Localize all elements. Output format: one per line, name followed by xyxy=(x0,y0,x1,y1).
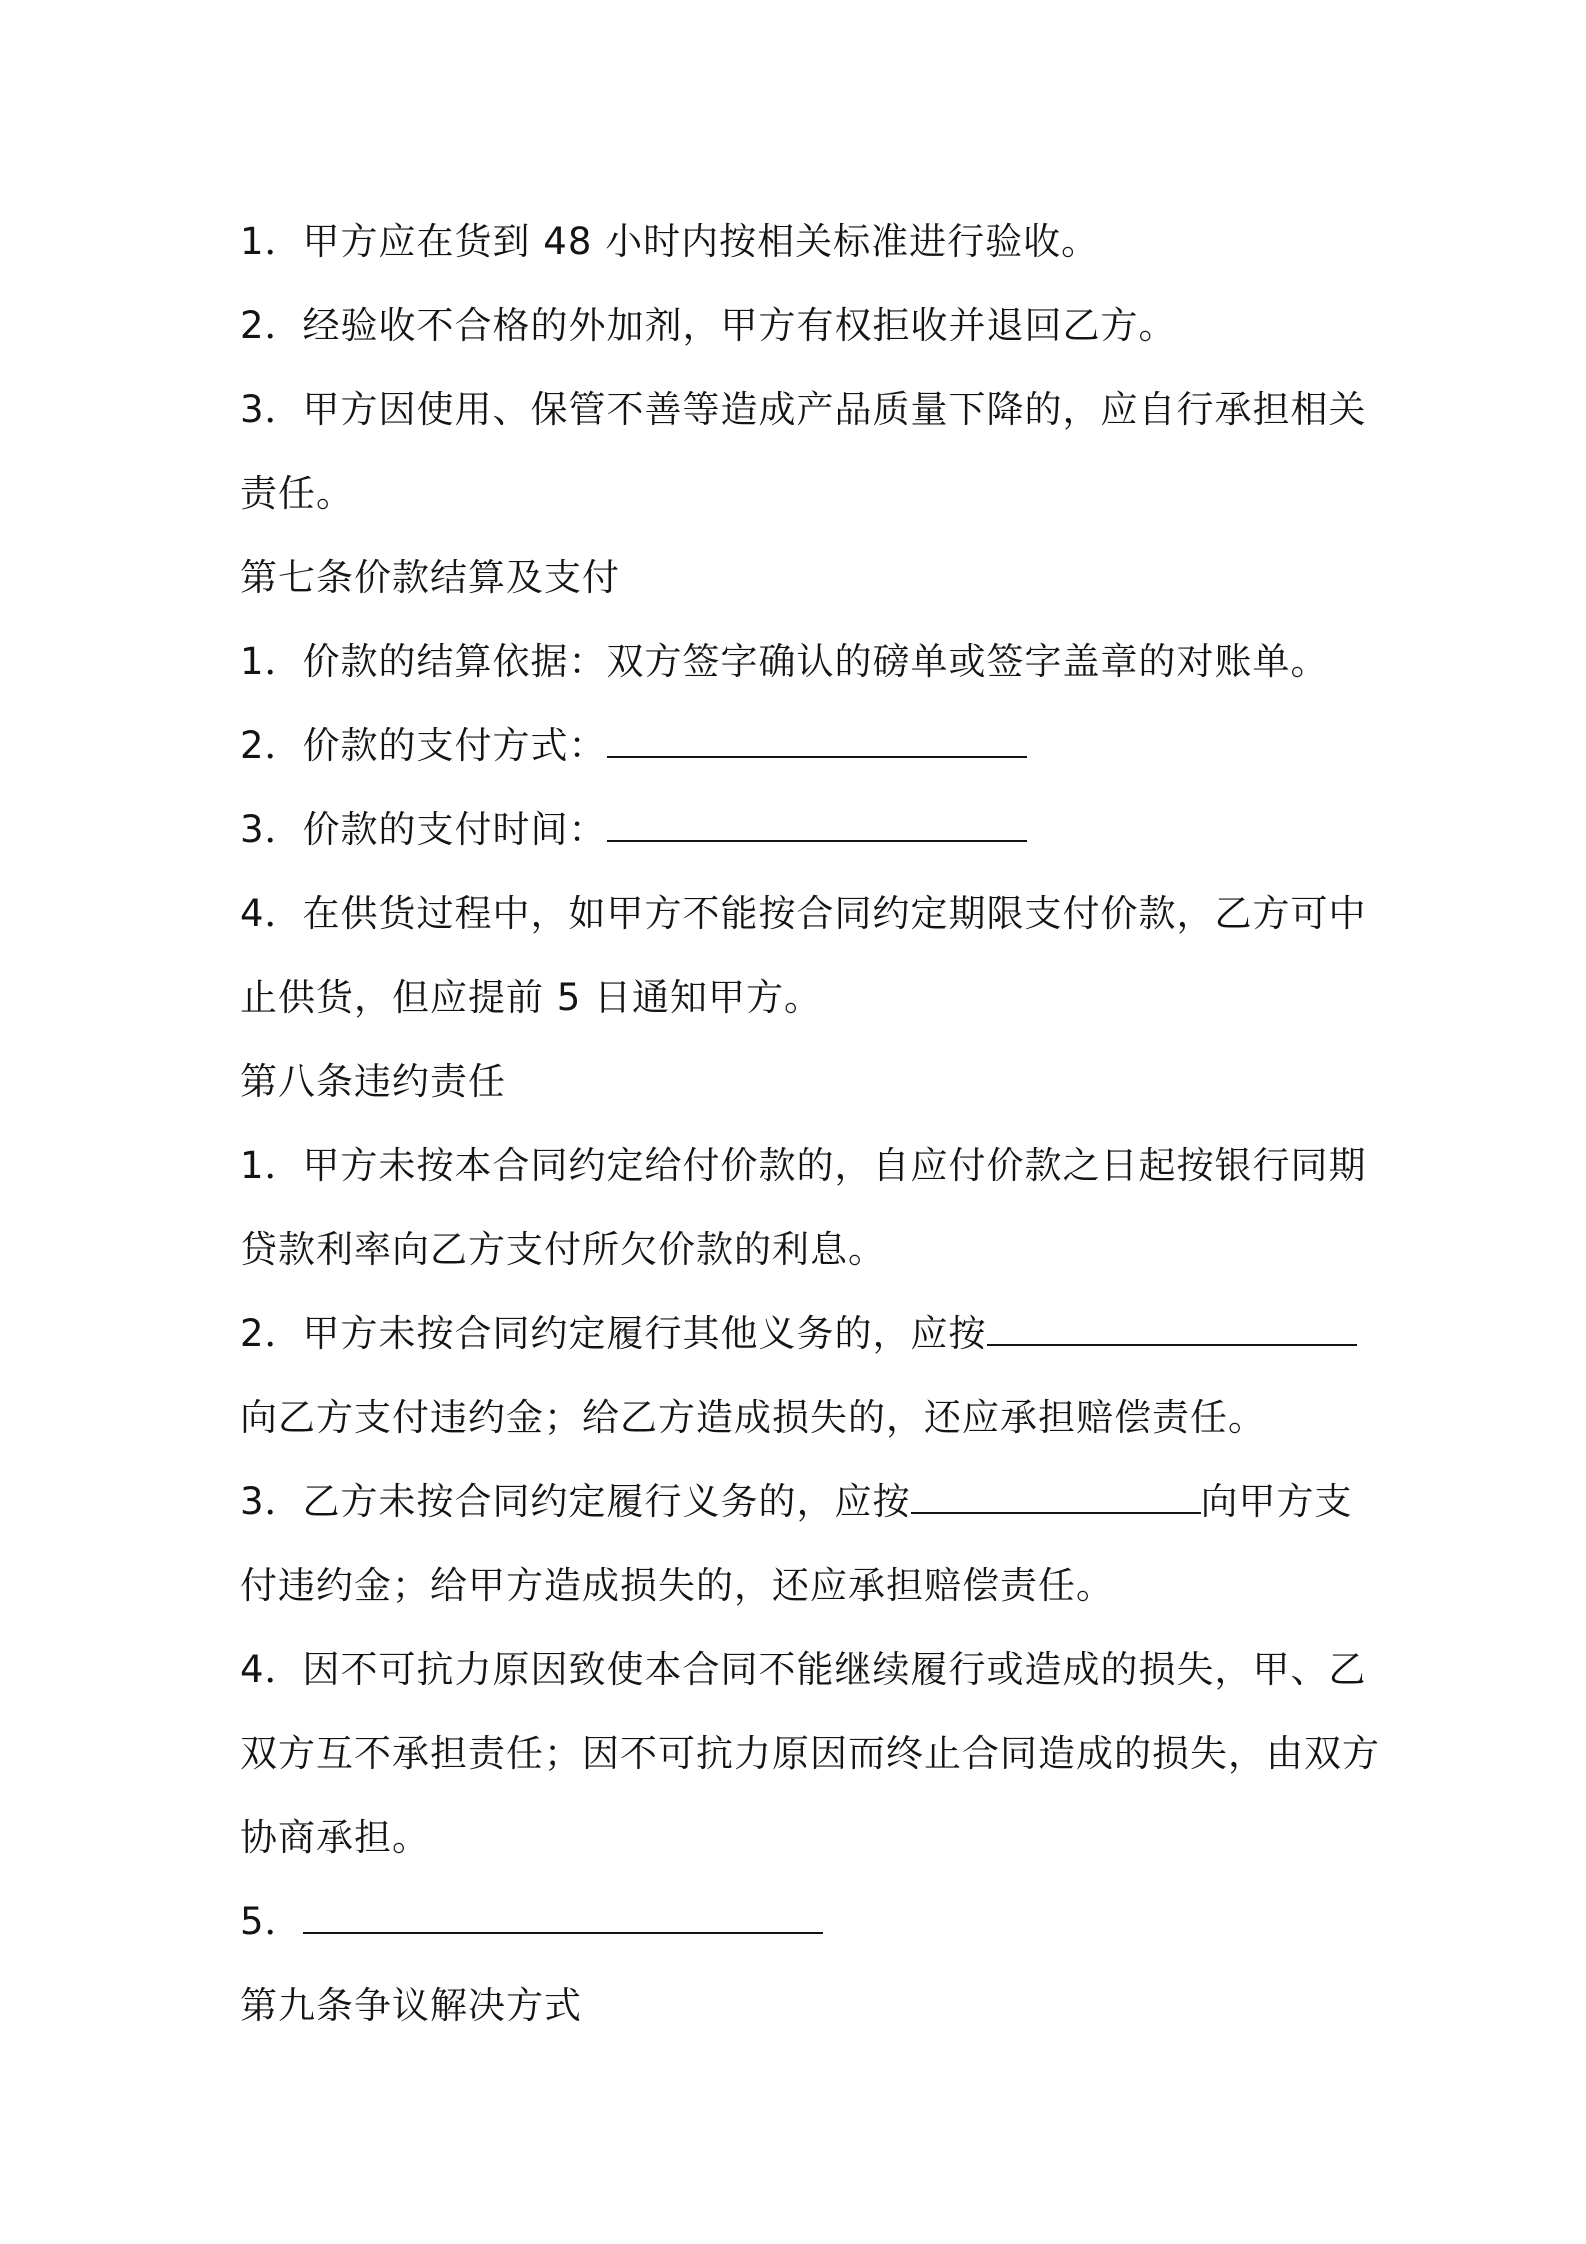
clause-8-3: 3．乙方未按合同约定履行义务的，应按 向甲方支 xyxy=(240,1480,1353,1523)
fill-in-blank-payment-method xyxy=(607,726,1027,758)
clause-7-4: 4．在供货过程中，如甲方不能按合同约定期限支付价款，乙方可中 xyxy=(240,892,1367,935)
clause-8-2: 2．甲方未按合同约定履行其他义务的，应按 xyxy=(240,1292,1370,1376)
fill-in-blank-penalty-party-a xyxy=(987,1314,1357,1346)
clause-7-1: 1．价款的结算依据：双方签字确认的磅单或签字盖章的对账单。 xyxy=(240,640,1329,683)
article-9-heading: 第九条争议解决方式 xyxy=(240,1984,582,2027)
clause-8-2-continued: 向乙方支付违约金；给乙方造成损失的，还应承担赔偿责任。 xyxy=(240,1396,1266,1439)
clause-7-3: 3．价款的支付时间： xyxy=(240,788,1370,872)
fill-in-blank-payment-time xyxy=(607,810,1027,842)
clause-8-1: 1．甲方未按本合同约定给付价款的，自应付价款之日起按银行同期 xyxy=(240,1144,1367,1187)
article-7-heading: 第七条价款结算及支付 xyxy=(240,556,620,599)
fill-in-blank-other-terms xyxy=(303,1902,823,1934)
clause-7-4-continued: 止供货，但应提前 5 日通知甲方。 xyxy=(240,976,823,1019)
fill-in-blank-penalty-party-b xyxy=(911,1482,1201,1514)
clause-6-3-continued: 责任。 xyxy=(240,472,354,515)
clause-8-1-continued: 贷款利率向乙方支付所欠价款的利息。 xyxy=(240,1228,886,1271)
clause-8-5: 5． xyxy=(240,1880,1370,1964)
article-8-heading: 第八条违约责任 xyxy=(240,1060,506,1103)
clause-8-4-end: 协商承担。 xyxy=(240,1816,430,1859)
clause-8-4-continued: 双方互不承担责任；因不可抗力原因而终止合同造成的损失，由双方 xyxy=(240,1732,1380,1775)
clause-8-3-continued: 付违约金；给甲方造成损失的，还应承担赔偿责任。 xyxy=(240,1564,1114,1607)
clause-7-2: 2．价款的支付方式： xyxy=(240,704,1370,788)
clause-8-4: 4．因不可抗力原因致使本合同不能继续履行或造成的损失，甲、乙 xyxy=(240,1648,1367,1691)
document-body xyxy=(240,200,1380,2048)
clause-6-1: 1．甲方应在货到 48 小时内按相关标准进行验收。 xyxy=(240,220,1100,263)
clause-6-3: 3．甲方因使用、保管不善等造成产品质量下降的，应自行承担相关 xyxy=(240,388,1367,431)
clause-6-2: 2．经验收不合格的外加剂，甲方有权拒收并退回乙方。 xyxy=(240,304,1177,347)
